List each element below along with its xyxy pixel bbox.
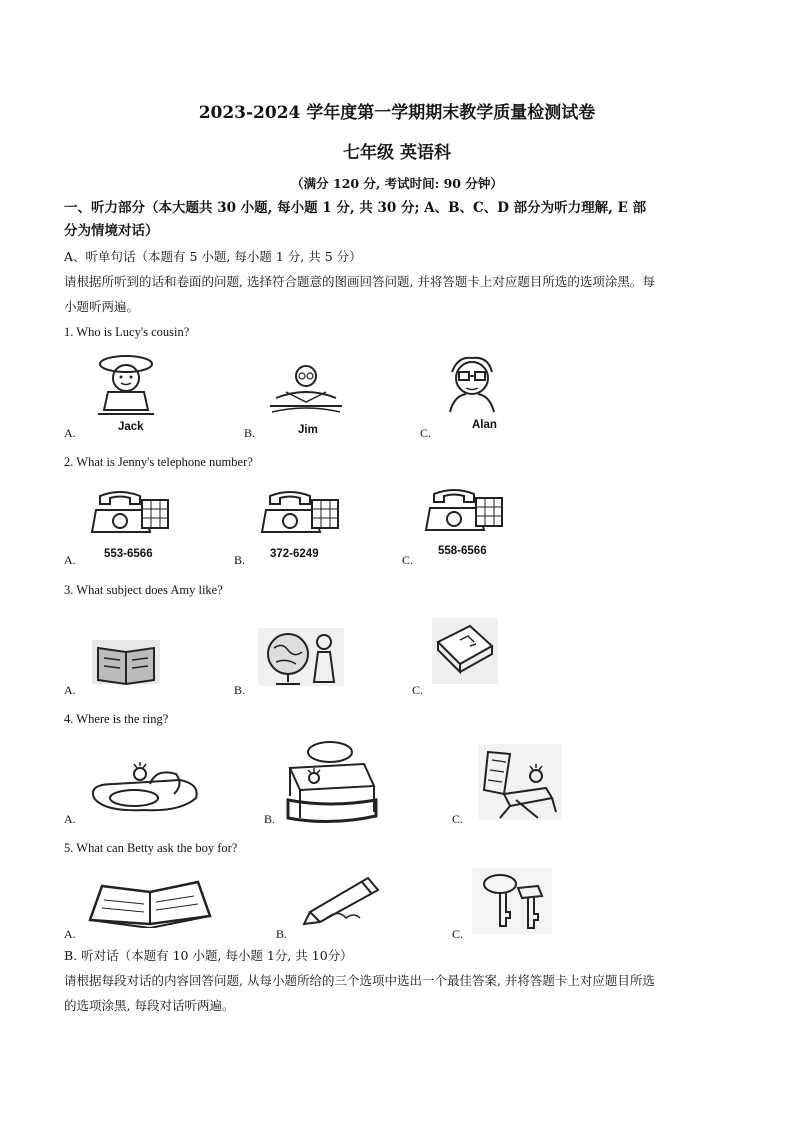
q2-option-c-caption: 558-6566 [438, 545, 487, 557]
partB-instruction-line2: 的选项涂黑, 每段对话听两遍。 [64, 998, 235, 1013]
ring-on-table-icon [280, 738, 380, 832]
q2-option-b-caption: 372-6249 [270, 548, 319, 560]
q5-option-c-letter: C. [452, 927, 464, 941]
q5-option-b-letter: B. [276, 927, 288, 941]
telephone-icon [90, 488, 170, 538]
telephone-icon [424, 486, 504, 536]
q2-option-c-letter: C. [402, 553, 414, 567]
ring-on-chair-icon [476, 742, 564, 822]
q2-option-b-letter: B. [234, 553, 246, 567]
partA-instruction-line1: 请根据所听到的话和卷面的问题, 选择符合题意的图画回答问题, 并将答题卡上对应题目所选的选项涂黑。每 [64, 274, 655, 289]
q5-option-a-letter: A. [64, 927, 76, 941]
q3-option-c-letter: C. [412, 683, 424, 697]
partA-title: A、听单句话（本题有 5 小题, 每小题 1 分, 共 5 分） [64, 249, 362, 264]
q1-option-c-caption: Alan [472, 419, 497, 431]
globe-scene-icon [256, 626, 346, 688]
q3-option-b-letter: B. [234, 683, 246, 697]
q4-option-b-letter: B. [264, 812, 276, 826]
boy-with-glasses-icon [440, 352, 504, 414]
boy-with-cap-icon [86, 350, 166, 416]
section1-heading-line1: 一、听力部分（本大题共 30 小题, 每小题 1 分, 共 30 分; A、B、C、D 部分为听力理解, E 部 [64, 200, 647, 216]
q1-option-c-letter: C. [420, 426, 432, 440]
q1-option-b-caption: Jim [298, 424, 318, 436]
boy-reading-icon [262, 362, 350, 416]
section1-heading-line2: 分为情境对话） [64, 223, 159, 239]
open-book-icon [90, 638, 162, 686]
q2-option-a-caption: 553-6566 [104, 548, 153, 560]
q4-option-c-letter: C. [452, 812, 464, 826]
q4-option-a-letter: A. [64, 812, 76, 826]
question-1-text: 1. Who is Lucy's cousin? [64, 325, 190, 339]
keys-icon [470, 866, 554, 936]
open-book-icon [86, 876, 214, 928]
exam-meta: （满分 120 分, 考试时间: 90 分钟） [291, 176, 503, 191]
q2-option-a-letter: A. [64, 553, 76, 567]
pencil-icon [294, 868, 384, 926]
partB-title: B. 听对话（本题有 10 小题, 每小题 1分, 共 10分） [64, 948, 353, 963]
q1-option-a-letter: A. [64, 426, 76, 440]
q3-option-a-letter: A. [64, 683, 76, 697]
ring-on-hat-icon [84, 754, 202, 816]
question-4-text: 4. Where is the ring? [64, 712, 169, 726]
question-2-text: 2. What is Jenny's telephone number? [64, 455, 253, 469]
question-5-text: 5. What can Betty ask the boy for? [64, 841, 238, 855]
partB-instruction-line1: 请根据每段对话的内容回答问题, 从每小题所给的三个选项中选出一个最佳答案, 并将答题卡上对应题目所选 [64, 973, 655, 988]
q1-option-a-caption: Jack [118, 421, 144, 433]
partA-instruction-line2: 小题听两遍。 [64, 299, 140, 314]
closed-book-icon [430, 616, 500, 686]
question-3-text: 3. What subject does Amy like? [64, 583, 223, 597]
telephone-icon [260, 488, 340, 538]
exam-title: 2023-2024 学年度第一学期期末教学质量检测试卷 [198, 103, 596, 123]
exam-subtitle: 七年级 英语科 [343, 143, 451, 163]
q1-option-b-letter: B. [244, 426, 256, 440]
